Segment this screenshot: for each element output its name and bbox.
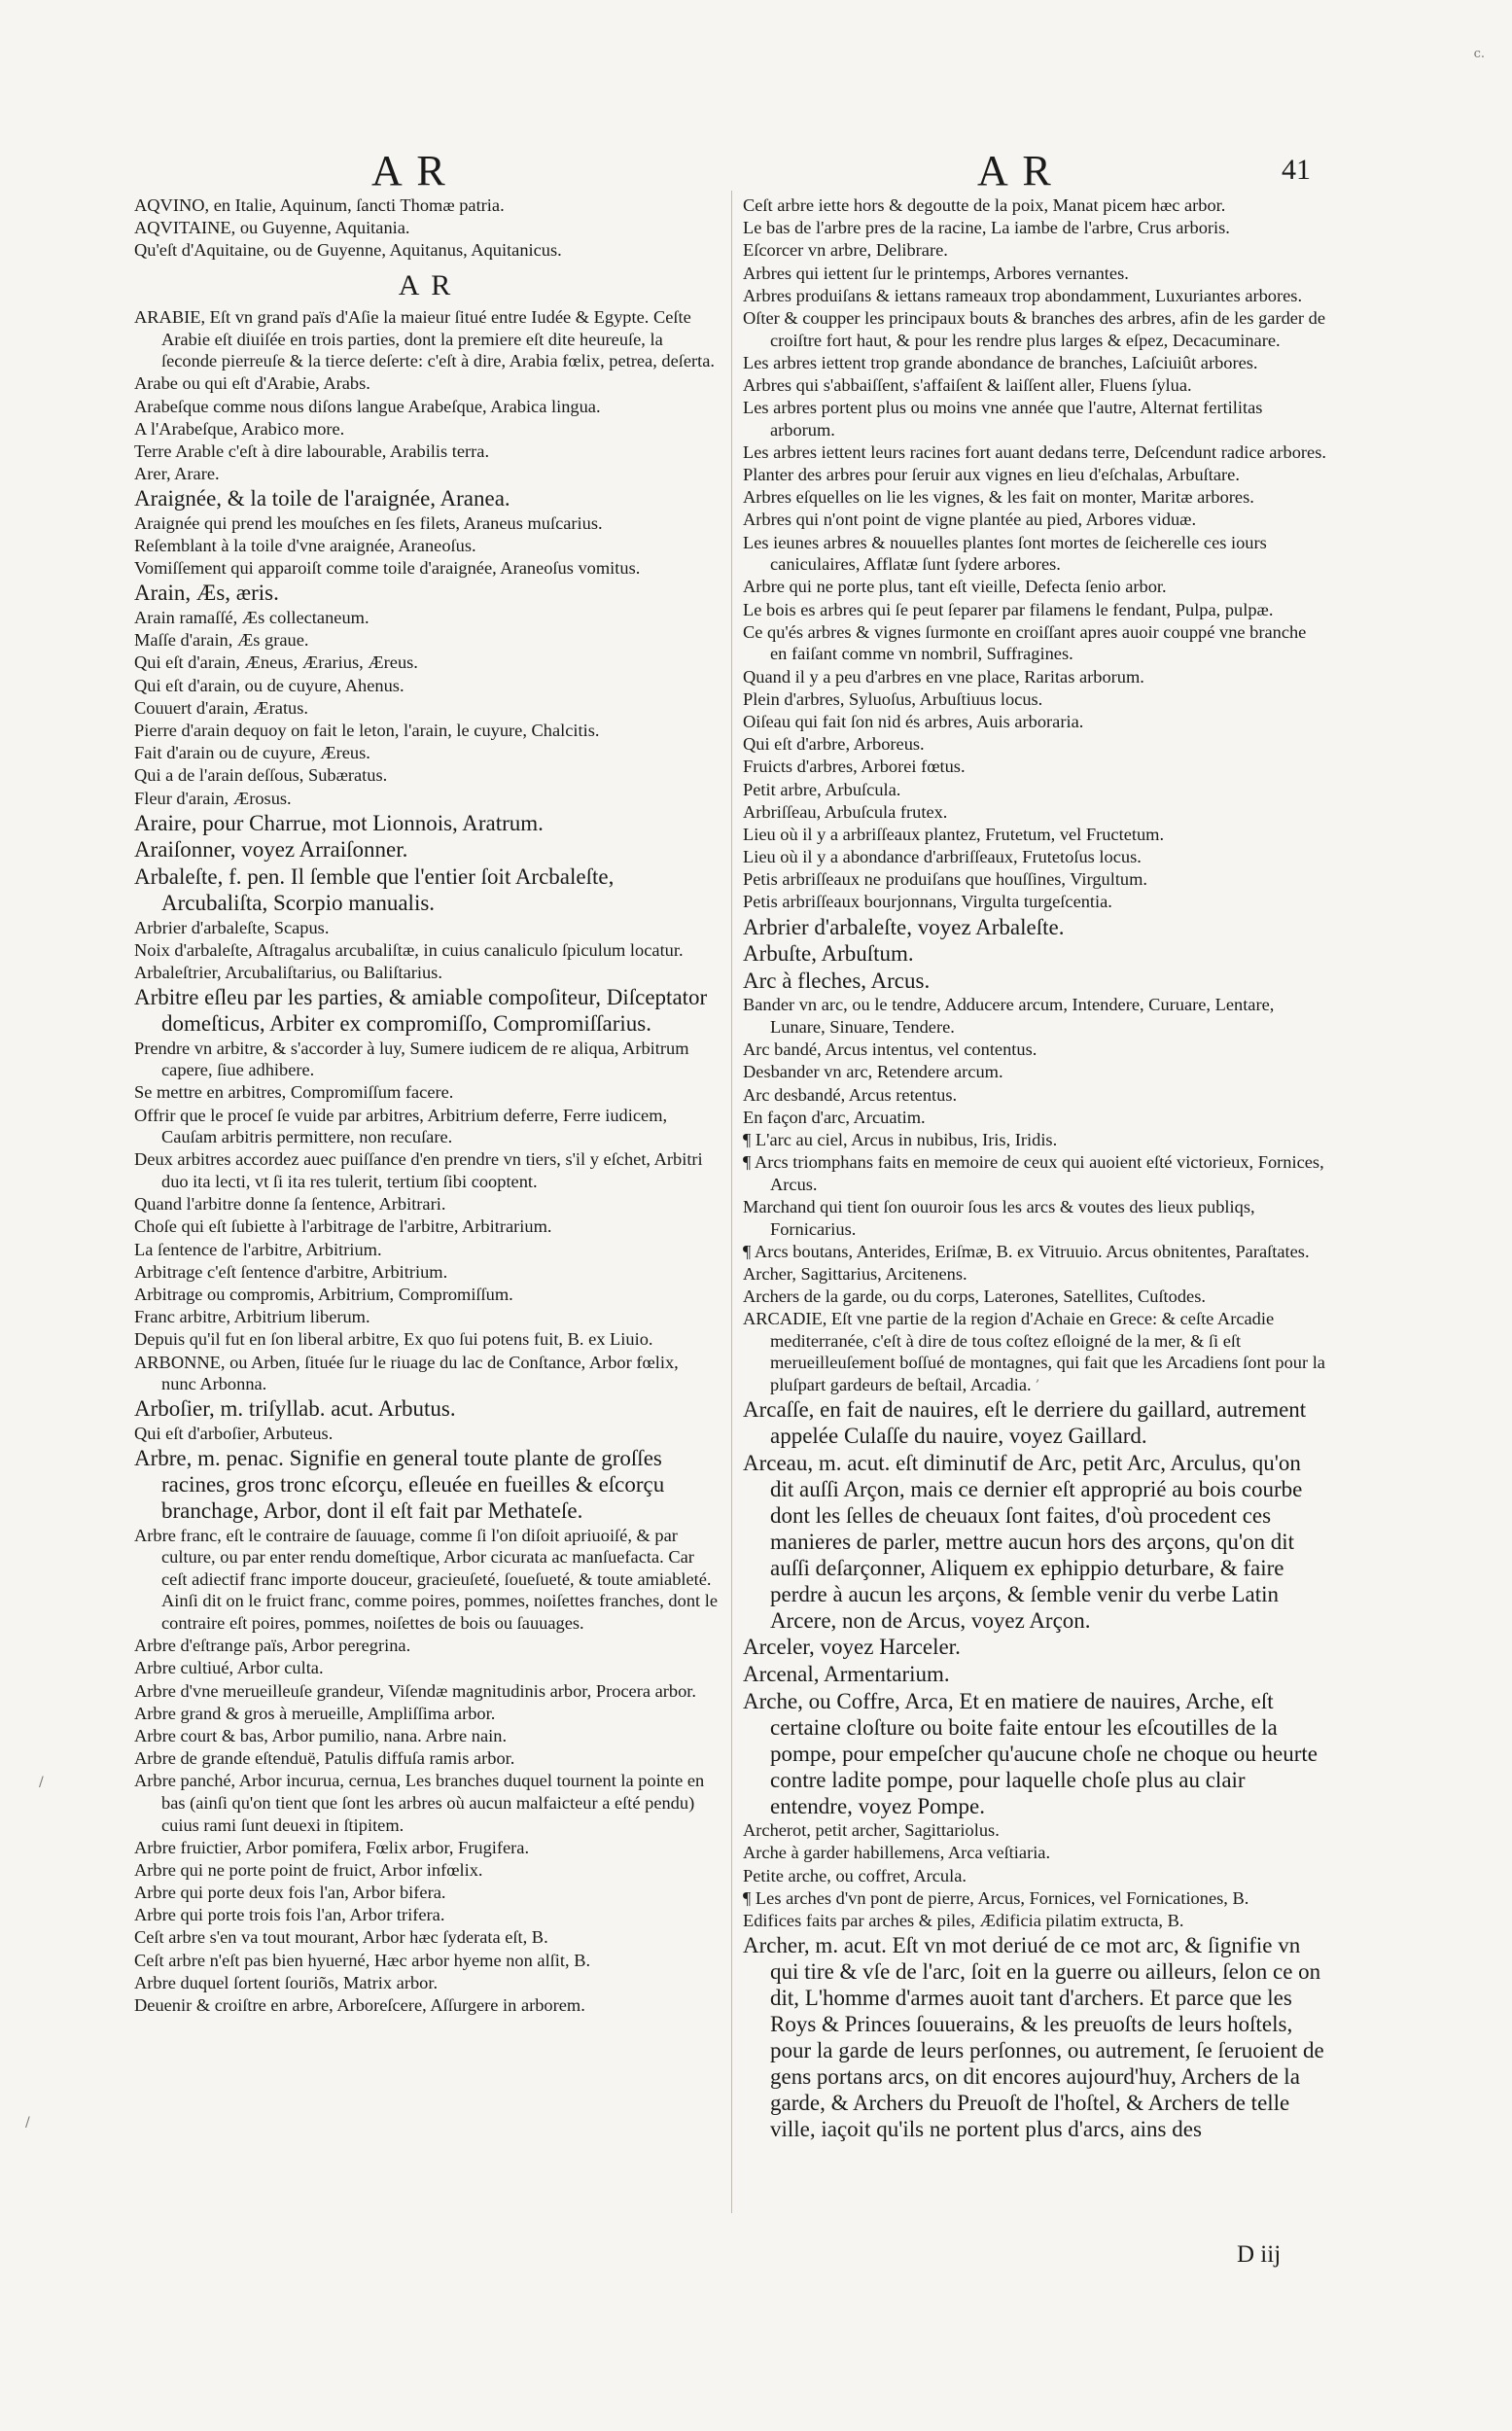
- dictionary-entry: ARCADIE, Eſt vne partie de la region d'Achaie en Grece: & ceſte Arcadie mediterranée, c'eſt à dire de tous coſtez eſloigné de la mer, & ſi eſt merueilleuſement boſſué de montagnes, qui fait que les Arcadiens ſont pour la pluſpart gardeurs de beſtail, Arcadia.: [743, 1309, 1325, 1395]
- dictionary-entry: Arbre qui ne porte plus, tant eſt vieille, Defecta ſenio arbor.: [743, 577, 1167, 597]
- dictionary-entry: Qu'eſt d'Aquitaine, ou de Guyenne, Aquitanus, Aquitanicus.: [134, 240, 562, 261]
- running-head-left: A R: [371, 147, 448, 194]
- dictionary-entry: Arbre grand & gros à merueille, Ampliſſima arbor.: [134, 1703, 496, 1723]
- dictionary-entry: Arbre de grande eſtenduë, Patulis diffuſa ramis arbor.: [134, 1748, 515, 1769]
- dictionary-entry: ¶ L'arc au ciel, Arcus in nubibus, Iris, Iridis.: [743, 1129, 1058, 1149]
- dictionary-entry: Fleur d'arain, Ærosus.: [134, 788, 292, 808]
- dictionary-entry: Arbre panché, Arbor incurua, cernua, Les branches duquel tournent la pointe en bas (ainſi qu'on tient que ſont les arbres où aucun malfaicteur a eſté pendu) cuius rami ſunt deuexi in ſtipitem.: [134, 1771, 705, 1835]
- dictionary-entry: Arbuſte, Arbuſtum.: [743, 941, 914, 967]
- dictionary-entry: Arbre court & bas, Arbor pumilio, nana. Arbre nain.: [134, 1725, 508, 1745]
- dictionary-entry: Arbre duquel ſortent ſouriõs, Matrix arbor.: [134, 1972, 439, 1992]
- dictionary-entry: Araignée, & la toile de l'araignée, Aranea.: [134, 486, 510, 511]
- dictionary-entry: Arche, ou Coffre, Arca, Et en matiere de nauires, Arche, eſt certaine cloſture ou boite faite entour les eſcoutilles de la pompe, pour empeſcher qu'aucune choſe ne choque ou heurte contre ladite pompe, pour laquelle choſe plus au clair entendre, voyez Pompe.: [743, 1688, 1318, 1818]
- dictionary-entry: Planter des arbres pour ſeruir aux vignes en lieu d'eſchalas, Arbuſtare.: [743, 465, 1240, 485]
- dictionary-entry: En façon d'arc, Arcuatim.: [743, 1107, 926, 1127]
- dictionary-entry: Arceau, m. acut. eſt diminutif de Arc, petit Arc, Arculus, qu'on dit auſſi Arçon, mais ce dernier eſt approprié au bois courbe dont les ſelles de cheuaux ſont faites, d'où procedent ces manieres de parler, mettre aucun hors des arçons, qu'on dit auſſi deſarçonner, Aliquem ex ephippio deturbare, & faire perdre à aucun les arçons, & ſemble venir du verbe Latin Arcere, non de Arcus, voyez Arçon.: [743, 1450, 1303, 1633]
- dictionary-entry: Arbrier d'arbaleſte, voyez Arbaleſte.: [743, 914, 1065, 939]
- dictionary-entry: Couuert d'arain, Æratus.: [134, 697, 309, 718]
- dictionary-entry: Arc à fleches, Arcus.: [743, 968, 931, 993]
- dictionary-entry: Arcaſſe, en fait de nauires, eſt le derriere du gaillard, autrement appelée Culaſſe du nauire, voyez Gaillard.: [743, 1397, 1307, 1449]
- dictionary-entry: Arer, Arare.: [134, 464, 220, 484]
- dictionary-entry: Arbrier d'arbaleſte, Scapus.: [134, 917, 330, 937]
- dictionary-entry: Marchand qui tient ſon ouuroir ſous les arcs & voutes des lieux publiqs, Fornicarius.: [743, 1196, 1255, 1239]
- dictionary-entry: Araire, pour Charrue, mot Lionnois, Aratrum.: [134, 810, 544, 835]
- dictionary-entry: Plein d'arbres, Syluoſus, Arbuſtiuus locus.: [743, 688, 1043, 709]
- dictionary-entry: Arabeſque comme nous diſons langue Arabeſque, Arabica lingua.: [134, 396, 601, 416]
- dictionary-entry: Ceſt arbre iette hors & degoutte de la poix, Manat picem hæc arbor.: [743, 195, 1226, 215]
- dictionary-entry: Le bas de l'arbre pres de la racine, La iambe de l'arbre, Crus arboris.: [743, 218, 1230, 238]
- dictionary-entry: Les arbres portent plus ou moins vne année que l'autre, Alternat fertilitas arborum.: [743, 398, 1263, 440]
- dictionary-entry: Deuenir & croiſtre en arbre, Arboreſcere, Aſſurgere in arborem.: [134, 1995, 585, 2016]
- dictionary-entry: Maſſe d'arain, Æs graue.: [134, 630, 309, 651]
- dictionary-entry: Terre Arable c'eſt à dire labourable, Arabilis terra.: [134, 440, 490, 461]
- dictionary-entry: Arbitrage ou compromis, Arbitrium, Compromiſſum.: [134, 1284, 513, 1304]
- dictionary-entry: Offrir que le proceſ ſe vuide par arbitres, Arbitrium deferre, Ferre iudicem, Cauſam arbitris permittere, non recuſare.: [134, 1105, 668, 1147]
- dictionary-entry: Qui eſt d'arboſier, Arbuteus.: [134, 1423, 334, 1443]
- dictionary-entry: Oſter & coupper les principaux bouts & branches des arbres, afin de les garder de croiſtre fort haut, & pour les rendre plus larges & eſpez, Decacuminare.: [743, 307, 1326, 350]
- dictionary-entry: Arcenal, Armentarium.: [743, 1662, 950, 1686]
- dictionary-entry: Qui eſt d'arain, Æneus, Ærarius, Æreus.: [134, 652, 418, 673]
- dictionary-entry: Arbre qui ne porte point de fruict, Arbor infœlix.: [134, 1859, 483, 1880]
- dictionary-entry: Le bois es arbres qui ſe peut ſeparer par filamens le fendant, Pulpa, pulpæ.: [743, 599, 1274, 619]
- dictionary-entry: Arbre franc, eſt le contraire de ſauuage, comme ſi l'on diſoit apriuoiſé, & par culture, ou par enter rendu domeſtique, Arbor cicurata ac manſuefacta. Car ceſt adiectif franc importe douceur, gracieuſeté, ſoueſueté, & toute amiableté. Ainſi dit on le fruict franc, comme poires, pommes, noiſettes franches, dont le contraire eſt poires, pommes, noiſettes de bois ou ſauuages.: [134, 1525, 718, 1634]
- dictionary-entry: Archer, Sagittarius, Arcitenens.: [743, 1263, 967, 1284]
- dictionary-entry: Arbres produiſans & iettans rameaux trop abondamment, Luxuriantes arbores.: [743, 285, 1303, 305]
- dictionary-entry: Deux arbitres accordez auec puiſſance d'en prendre vn tiers, s'il y eſchet, Arbitri duo ita lecti, vt ſi ita res tulerit, tertium ſibi cooptent.: [134, 1149, 703, 1191]
- dictionary-entry: Ce qu'és arbres & vignes ſurmonte en croiſſant apres auoir couppé vne branche en faiſant comme vn nombril, Suffragines.: [743, 621, 1307, 664]
- dictionary-entry: ¶ Arcs boutans, Anterides, Eriſmæ, B. ex Vitruuio. Arcus obnitentes, Paraſtates.: [743, 1241, 1310, 1261]
- dictionary-entry: Petis arbriſſeaux bourjonnans, Virgulta turgeſcentia.: [743, 892, 1112, 912]
- dictionary-entry: Les arbres iettent leurs racines fort auant dedans terre, Deſcendunt radice arbores.: [743, 441, 1326, 462]
- dictionary-entry: Arabe ou qui eſt d'Arabie, Arabs.: [134, 373, 370, 394]
- dictionary-entry: Lieu où il y a abondance d'arbriſſeaux, Frutetoſus locus.: [743, 847, 1142, 867]
- dictionary-entry: A l'Arabeſque, Arabico more.: [134, 418, 345, 439]
- dictionary-entry: Franc arbitre, Arbitrium liberum.: [134, 1307, 370, 1327]
- dictionary-entry: Bander vn arc, ou le tendre, Adducere arcum, Intendere, Curuare, Lentare, Lunare, Sinuare, Tendere.: [743, 995, 1275, 1037]
- dictionary-entry: Oiſeau qui fait ſon nid és arbres, Auis arboraria.: [743, 711, 1084, 731]
- dictionary-entry: Ceſt arbre n'eſt pas bien hyuerné, Hæc arbor hyeme non alſit, B.: [134, 1950, 591, 1970]
- section-heading: A R: [398, 268, 454, 301]
- dictionary-entry: Arbre, m. penac. Signifie en general toute plante de groſſes racines, gros tronc eſcorçu, eſleuée en fueilles & eſcorçu branchage, Arbor, dont il eſt fait par Methateſe.: [134, 1446, 665, 1524]
- edge-mark: /: [25, 2115, 30, 2131]
- dictionary-entry: Arbre cultiué, Arbor culta.: [134, 1658, 324, 1678]
- dictionary-entry: Petis arbriſſeaux ne produiſans que houſſines, Virgultum.: [743, 869, 1148, 890]
- dictionary-entry: ¶ Les arches d'vn pont de pierre, Arcus, Fornices, vel Fornicationes, B.: [743, 1887, 1249, 1908]
- right-column: [743, 194, 1326, 2275]
- dictionary-entry: Desbander vn arc, Retendere arcum.: [743, 1062, 1003, 1082]
- dictionary-entry: Archerot, petit archer, Sagittariolus.: [743, 1820, 1000, 1841]
- dictionary-entry: Arbitrage c'eſt ſentence d'arbitre, Arbitrium.: [134, 1261, 448, 1282]
- page-number: 41: [1282, 154, 1311, 186]
- edge-mark: /: [39, 1775, 44, 1790]
- dictionary-entry: Choſe qui eſt ſubiette à l'arbitrage de l'arbitre, Arbitrarium.: [134, 1216, 552, 1237]
- dictionary-entry: Prendre vn arbitre, & s'accorder à luy, Sumere iudicem de re aliqua, Arbitrum capere, ſiue adhibere.: [134, 1038, 689, 1080]
- dictionary-entry: AQVINO, en Italie, Aquinum, ſancti Thomæ patria.: [134, 195, 505, 215]
- signature-mark: D iij: [1237, 2241, 1282, 2268]
- dictionary-entry: Petit arbre, Arbuſcula.: [743, 779, 901, 799]
- dictionary-entry: Araiſonner, voyez Arraiſonner.: [134, 837, 408, 863]
- dictionary-entry: ARABIE, Eſt vn grand païs d'Aſie la maieur ſitué entre Iudée & Egypte. Ceſte Arabie eſt diuiſée en trois parties, dont la premiere eſt dite heureuſe, la ſeconde pierreuſe & la tierce deſerte: c'eſt à dire, Arabia fœlix, petrea, deſerta.: [134, 306, 716, 371]
- dictionary-entry: Arc desbandé, Arcus retentus.: [743, 1084, 958, 1105]
- dictionary-entry: Arbre fruictier, Arbor pomifera, Fœlix arbor, Frugifera.: [134, 1837, 530, 1857]
- dictionary-entry: Archers de la garde, ou du corps, Laterones, Satellites, Cuſtodes.: [743, 1286, 1206, 1307]
- dictionary-entry: Vomiſſement qui apparoiſt comme toile d'araignée, Araneoſus vomitus.: [134, 558, 641, 579]
- dictionary-entry: Fruicts d'arbres, Arborei fœtus.: [743, 757, 966, 777]
- dictionary-entry: Archer, m. acut. Eſt vn mot deriué de ce mot arc, & ſignifie vn qui tire & vſe de l'arc, ſoit en la guerre ou ailleurs, ſelon ce on dit, L'homme d'armes auoit tant d'archers. Et parce que les Roys & Princes ſouuerains, & les preuoſts de leurs hoſtels, pour la garde de leurs perſonnes, ou autrement, ſe ſeruoient de gens portans arcs, on dit encores aujourd'huy, Archers de la garde, & Archers du Preuoſt de l'hoſtel, & Archers de telle ville, iaçoit qu'ils ne portent plus d'arcs, ains des: [743, 1933, 1324, 2142]
- dictionary-entry: Ceſt arbre s'en va tout mourant, Arbor hæc ſyderata eſt, B.: [134, 1927, 548, 1948]
- dictionary-entry: Arbres eſquelles on lie les vignes, & les fait on monter, Maritæ arbores.: [743, 487, 1254, 508]
- dictionary-entry: Arboſier, m. triſyllab. acut. Arbutus.: [134, 1396, 456, 1422]
- dictionary-entry: Reſemblant à la toile d'vne araignée, Araneoſus.: [134, 536, 476, 556]
- dictionary-entry: ¶ Arcs triomphans faits en memoire de ceux qui auoient eſté victorieux, Fornices, Arcus.: [743, 1152, 1324, 1194]
- dictionary-entry: Arain ramaſſé, Æs collectaneum.: [134, 608, 369, 628]
- dictionary-entry: Arbre qui porte deux fois l'an, Arbor bifera.: [134, 1883, 446, 1903]
- dictionary-entry: Les ieunes arbres & nouuelles plantes ſont mortes de ſeicherelle ces iours caniculaires, Afflatæ ſunt ſydere arbores.: [743, 532, 1267, 575]
- dictionary-entry: Arbres qui iettent ſur le printemps, Arbores vernantes.: [743, 263, 1129, 283]
- dictionary-entry: Arbre qui porte trois fois l'an, Arbor trifera.: [134, 1905, 445, 1925]
- dictionary-entry: Arbres qui n'ont point de vigne plantée au pied, Arbores viduæ.: [743, 510, 1197, 530]
- dictionary-entry: Arceler, voyez Harceler.: [743, 1635, 961, 1660]
- dictionary-entry: Se mettre en arbitres, Compromiſſum facere.: [134, 1082, 454, 1103]
- dictionary-entry: Quand il y a peu d'arbres en vne place, Raritas arborum.: [743, 666, 1144, 687]
- dictionary-entry: Arbaleſtrier, Arcubaliſtarius, ou Baliſtarius.: [134, 962, 442, 982]
- dictionary-entry: Edifices faits par arches & piles, Ædificia pilatim extructa, B.: [743, 1910, 1184, 1930]
- dictionary-entry: La ſentence de l'arbitre, Arbitrium.: [134, 1239, 382, 1259]
- dictionary-entry: Arbitre eſleu par les parties, & amiable compoſiteur, Diſceptator domeſticus, Arbiter ex compromiſſo, Compromiſſarius.: [134, 985, 708, 1037]
- dictionary-entry: Arbre d'eſtrange païs, Arbor peregrina.: [134, 1636, 411, 1656]
- dictionary-entry: Arbres qui s'abbaiſſent, s'affaiſent & laiſſent aller, Fluens ſylua.: [743, 374, 1192, 395]
- dictionary-entry: Qui a de l'arain deſſous, Subæratus.: [134, 765, 388, 786]
- dictionary-entry: Arain, Æs, æris.: [134, 581, 279, 606]
- dictionary-entry: Arbriſſeau, Arbuſcula frutex.: [743, 801, 948, 822]
- dictionary-entry: Arc bandé, Arcus intentus, vel contentus.: [743, 1039, 1037, 1060]
- dictionary-entry: Araignée qui prend les mouſches en ſes filets, Araneus muſcarius.: [134, 512, 603, 533]
- dictionary-entry: Lieu où il y a arbriſſeaux plantez, Frutetum, vel Fructetum.: [743, 824, 1165, 844]
- dictionary-entry: Arbre d'vne merueilleuſe grandeur, Viſendæ magnitudinis arbor, Procera arbor.: [134, 1680, 696, 1701]
- dictionary-entry: Qui eſt d'arbre, Arboreus.: [743, 734, 925, 755]
- dictionary-entry: Eſcorcer vn arbre, Delibrare.: [743, 240, 948, 261]
- dictionary-entry: AQVITAINE, ou Guyenne, Aquitania.: [134, 218, 410, 238]
- dictionary-entry: ARBONNE, ou Arben, ſituée ſur le riuage du lac de Conſtance, Arbor fœlix, nunc Arbonna.: [134, 1352, 679, 1394]
- edge-mark: ,: [1036, 1369, 1040, 1385]
- dictionary-entry: Quand l'arbitre donne ſa ſentence, Arbitrari.: [134, 1194, 446, 1215]
- dictionary-entry: Fait d'arain ou de cuyure, Æreus.: [134, 743, 370, 763]
- dictionary-entry: Les arbres iettent trop grande abondance de branches, Laſciuiût arbores.: [743, 352, 1258, 372]
- dictionary-entry: Noix d'arbaleſte, Aſtragalus arcubaliſtæ, in cuius canaliculo ſpiculum locatur.: [134, 939, 684, 960]
- running-head-right: A R: [977, 147, 1054, 194]
- dictionary-entry: Qui eſt d'arain, ou de cuyure, Ahenus.: [134, 675, 404, 695]
- left-column: [134, 194, 718, 2275]
- dictionary-entry: Petite arche, ou coffret, Arcula.: [743, 1865, 967, 1885]
- dictionary-entry: Depuis qu'il fut en ſon liberal arbitre, Ex quo ſui potens fuit, B. ex Liuio.: [134, 1329, 653, 1350]
- dictionary-entry: Pierre d'arain dequoy on fait le leton, l'arain, le cuyure, Chalcitis.: [134, 720, 600, 740]
- dictionary-entry: Arche à garder habillemens, Arca veſtiaria.: [743, 1843, 1051, 1863]
- column-divider: [731, 191, 732, 2213]
- page-corner-mark: c.: [1473, 47, 1485, 61]
- dictionary-entry: Arbaleſte, f. pen. Il ſemble que l'entier ſoit Arcbaleſte, Arcubaliſta, Scorpio manualis.: [134, 863, 615, 915]
